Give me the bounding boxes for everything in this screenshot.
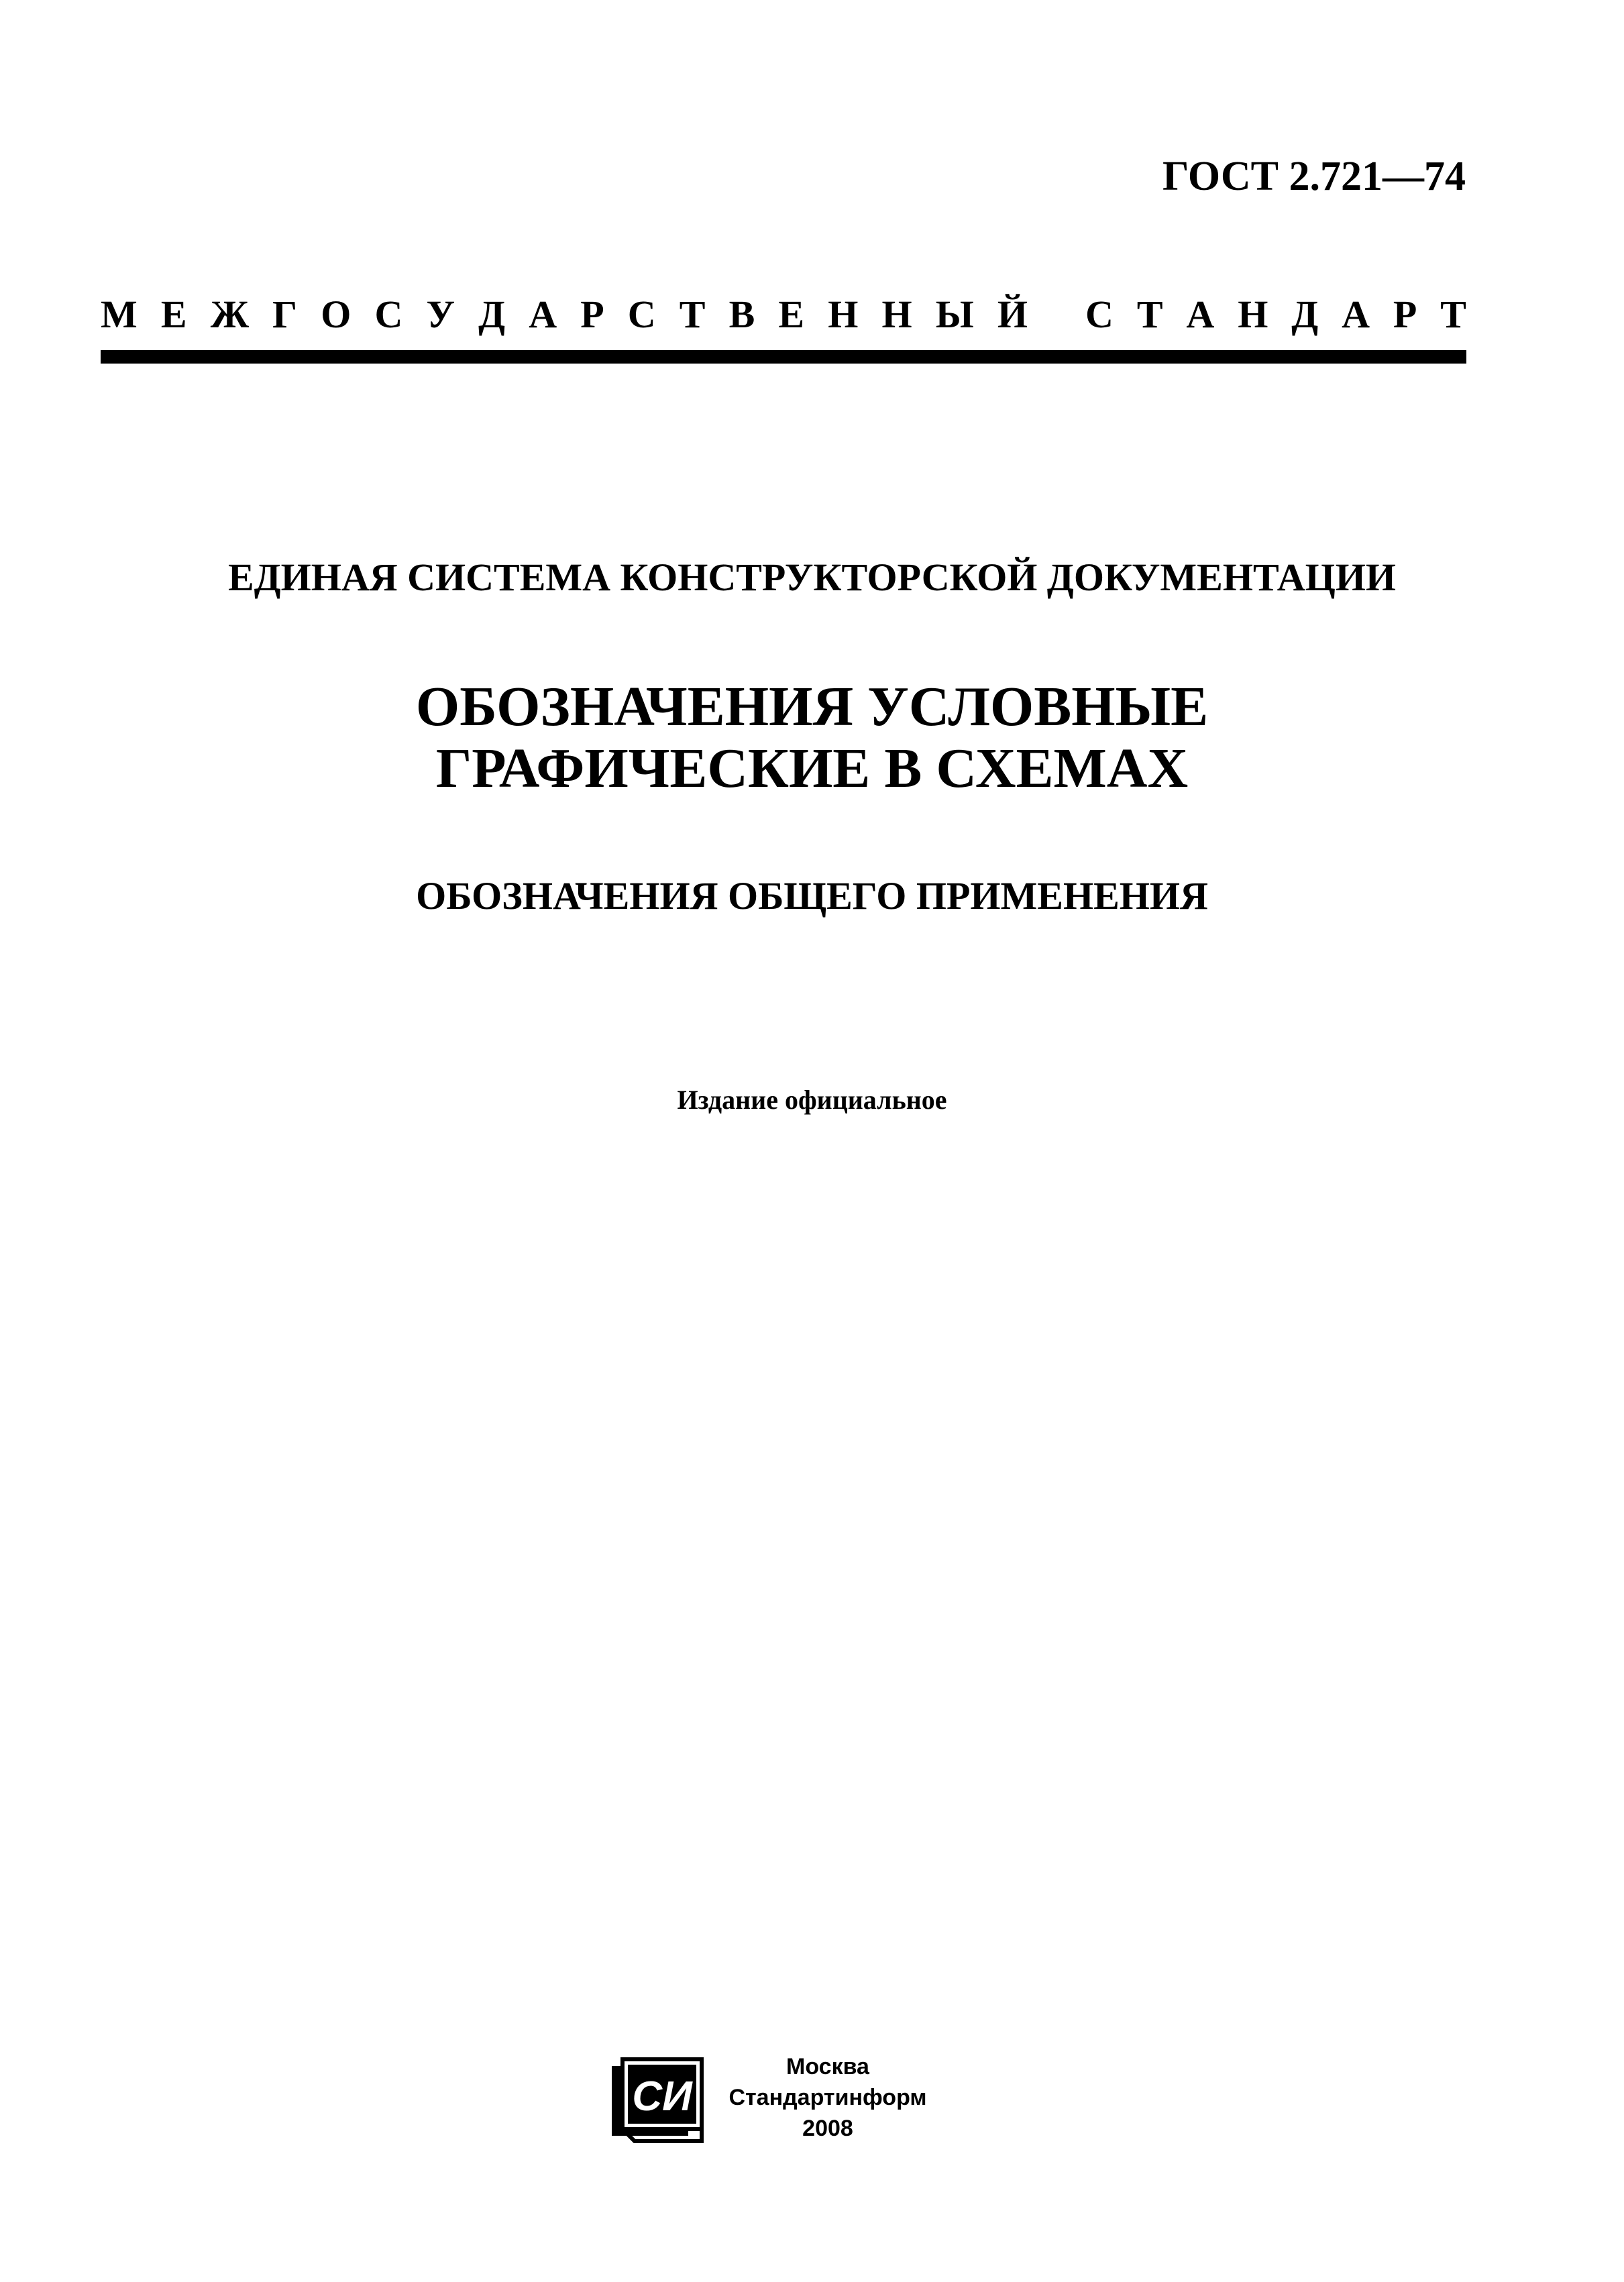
heading-letter: Р bbox=[1393, 292, 1417, 336]
heading-letter: А bbox=[529, 292, 557, 336]
heading-letter: С bbox=[374, 292, 403, 336]
heading-letter: Ж bbox=[210, 292, 250, 336]
publisher-year: 2008 bbox=[802, 2116, 853, 2141]
heading-letter: В bbox=[728, 292, 755, 336]
heading-letter: А bbox=[1186, 292, 1215, 336]
heading-letter: М bbox=[101, 292, 138, 336]
imprint bbox=[727, 2051, 928, 2144]
heading-letter: У bbox=[426, 292, 455, 336]
gost-number: ГОСТ 2.721—74 bbox=[1162, 154, 1466, 199]
heading-letter: С bbox=[627, 292, 656, 336]
main-title bbox=[0, 676, 1624, 800]
heading-letter: Г bbox=[272, 292, 298, 336]
heading-letter: Е bbox=[160, 292, 187, 336]
heading-letter: Р bbox=[580, 292, 604, 336]
publisher-city: Москва bbox=[786, 2054, 869, 2079]
heading-letter: Т bbox=[1136, 292, 1163, 336]
heading-letter: Е bbox=[778, 292, 805, 336]
heading-letter: Н bbox=[881, 292, 912, 336]
heading-letter: Н bbox=[1238, 292, 1268, 336]
header-rule bbox=[101, 350, 1466, 364]
standartinform-logo-icon bbox=[608, 2057, 706, 2145]
heading-letter: Д bbox=[478, 292, 506, 336]
standard-word bbox=[1085, 292, 1466, 336]
publisher-name: Стандартинформ bbox=[728, 2085, 927, 2110]
edition-note: Издание официальное bbox=[677, 1085, 947, 1115]
interstate-word bbox=[101, 292, 1028, 336]
series-title: ЕДИНАЯ СИСТЕМА КОНСТРУКТОРСКОЙ ДОКУМЕНТАЦИИ bbox=[228, 555, 1396, 599]
heading-letter: Д bbox=[1291, 292, 1319, 336]
heading-letter: Т bbox=[679, 292, 706, 336]
heading-letter: Й bbox=[997, 292, 1028, 336]
heading-letter: С bbox=[1085, 292, 1114, 336]
heading-letter: Н bbox=[828, 292, 859, 336]
main-title-line-1: ОБОЗНАЧЕНИЯ УСЛОВНЫЕ bbox=[415, 675, 1209, 738]
heading-letter: Ы bbox=[935, 292, 974, 336]
heading-letter: Т bbox=[1440, 292, 1466, 336]
heading-letter: А bbox=[1342, 292, 1370, 336]
subtitle: ОБОЗНАЧЕНИЯ ОБЩЕГО ПРИМЕНЕНИЯ bbox=[416, 874, 1208, 918]
main-title-line-2: ГРАФИЧЕСКИЕ В СХЕМАХ bbox=[435, 737, 1189, 800]
heading-letter: О bbox=[321, 292, 351, 336]
logo-text: СИ bbox=[632, 2073, 692, 2120]
interstate-standard-heading bbox=[101, 283, 1466, 334]
publisher-block bbox=[604, 2051, 1006, 2145]
